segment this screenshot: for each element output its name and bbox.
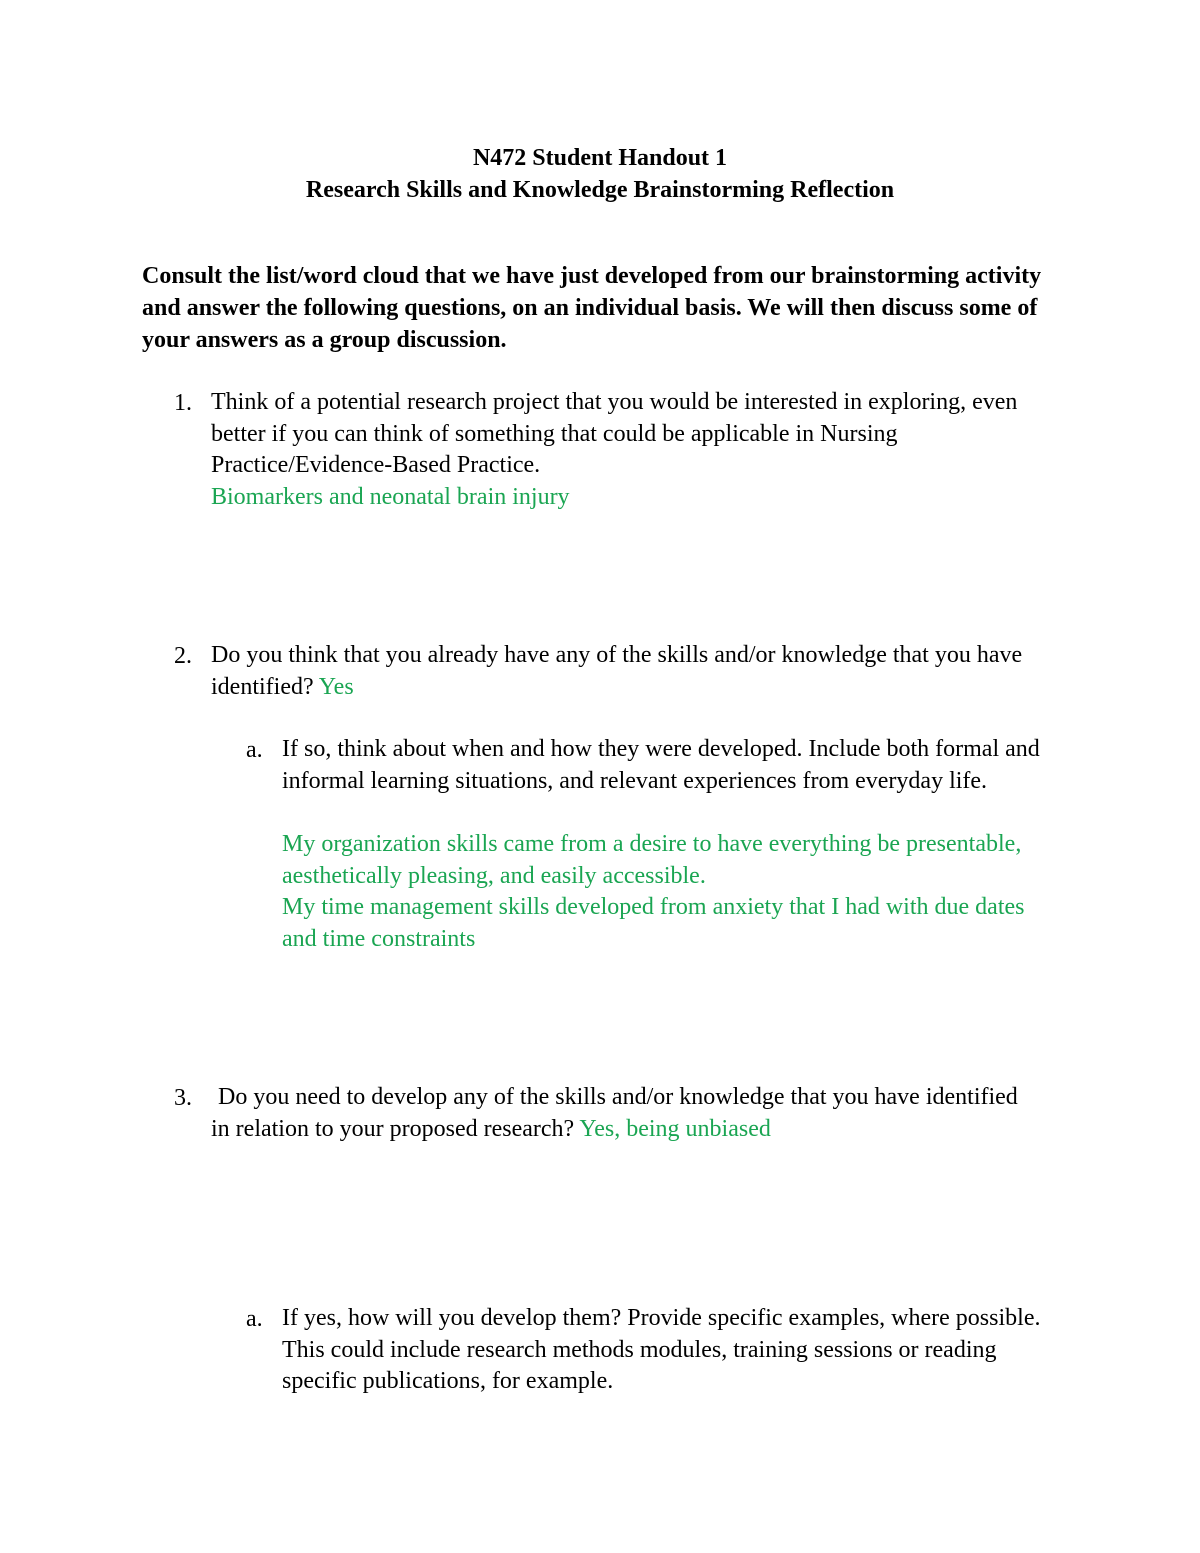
question-2a-text: If so, think about when and how they were developed. Include both formal and informal learning situations, and relevant experiences from everyday life. xyxy=(282,736,1040,794)
page-title: N472 Student Handout 1 xyxy=(472,145,728,171)
instructions-paragraph: Consult the list/word cloud that we have just developed from our brainstorming activity and answer the following questions, on an individual basis. We will then discuss some of your answers as a group discussion. xyxy=(142,263,1042,353)
question-3-text: Do you need to develop any of the skills and/or knowledge that you have identified in relation to your proposed research? xyxy=(211,1084,1018,1142)
question-2a-answer-2: My time management skills developed from anxiety that I had with due dates and time constraints xyxy=(282,894,1025,952)
question-2-block xyxy=(211,640,1041,703)
question-2-number: 2. xyxy=(174,643,192,669)
question-3-block xyxy=(211,1082,1041,1145)
question-2a-marker: a. xyxy=(246,737,263,763)
question-3a-marker: a. xyxy=(246,1306,263,1332)
page-subtitle: Research Skills and Knowledge Brainstorming Reflection xyxy=(305,177,895,203)
question-2-answer: Yes xyxy=(318,673,354,700)
question-2a-answer-1: My organization skills came from a desire to have everything be presentable, aesthetically pleasing, and easily accessible. xyxy=(282,831,1022,889)
question-3-number: 3. xyxy=(174,1085,192,1111)
question-2-text: Do you think that you already have any of the skills and/or knowledge that you have identified? xyxy=(211,642,1023,700)
question-1-number: 1. xyxy=(174,390,192,416)
question-1-text: Think of a potential research project that you would be interested in exploring, even better if you can think of something that could be applicable in Nursing Practice/Evidence-Based Practice. xyxy=(211,389,1018,478)
question-3a-text: If yes, how will you develop them? Provide specific examples, where possible. This could include research methods modules, training sessions or reading specific publications, for example. xyxy=(282,1305,1041,1394)
question-1-answer: Biomarkers and neonatal brain injury xyxy=(211,484,570,510)
question-3-answer: Yes, being unbiased xyxy=(579,1115,771,1142)
